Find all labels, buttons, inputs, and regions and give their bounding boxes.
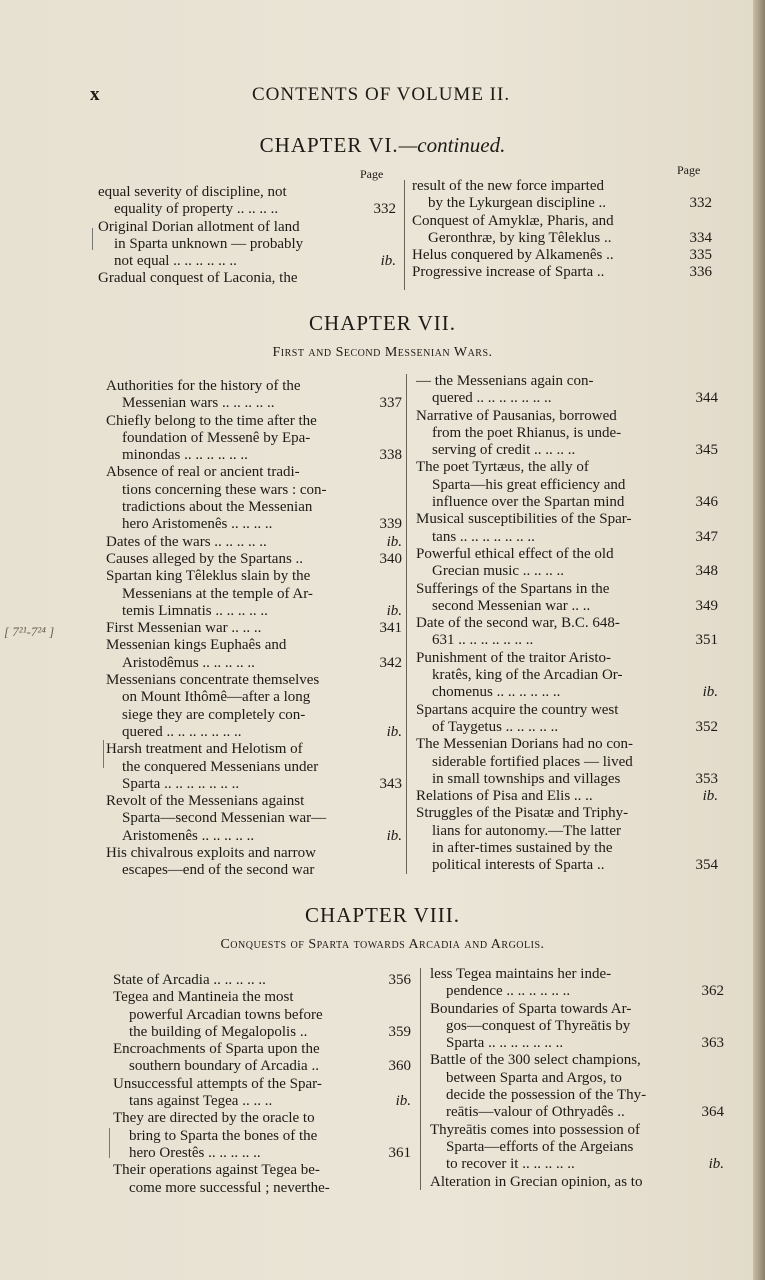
toc-entry-line: powerful Arcadian towns before (129, 1006, 323, 1023)
pencil-mark (92, 228, 93, 250)
toc-entry (106, 845, 402, 880)
toc-page-number: 348 (695, 563, 718, 580)
toc-entry-line: Date of the second war, B.C. 648- (416, 615, 620, 632)
column-divider (406, 374, 407, 874)
toc-entry (430, 966, 724, 1001)
page-column-label: Page (360, 167, 384, 181)
toc-entry-line: Sufferings of the Spartans in the (416, 580, 610, 597)
toc-entry-line: equality of property .. .. .. .. (114, 201, 279, 218)
toc-entry-line: Conquest of Amyklæ, Pharis, and (412, 212, 614, 229)
toc-entry-line: second Messenian war .. .. (432, 597, 591, 614)
toc-entry (416, 650, 718, 702)
toc-entry-line: Dates of the wars .. .. .. .. .. (106, 533, 267, 550)
toc-entry (106, 534, 402, 551)
toc-page-number: 345 (695, 442, 718, 459)
toc-page-number: 356 (388, 972, 411, 988)
toc-entry (98, 270, 396, 287)
toc-page-number: ib. (395, 1093, 411, 1110)
toc-entry-line: come more successful ; neverthe- (129, 1179, 330, 1196)
handwritten-margin-note: [ 7²¹-7²⁴ ] (4, 624, 55, 639)
toc-entry-line: Powerful ethical effect of the old (416, 545, 614, 562)
toc-entry (416, 459, 718, 511)
toc-entry-line: political interests of Sparta .. (432, 857, 605, 874)
toc-page-number: 346 (695, 494, 718, 511)
toc-entry (416, 373, 718, 408)
toc-entry (412, 247, 712, 264)
toc-entry-line: Messenian wars .. .. .. .. .. (122, 395, 275, 412)
toc-entry-line: in after-times sustained by the (432, 840, 613, 857)
toc-entry-line: Relations of Pisa and Elis .. .. (416, 788, 593, 805)
toc-entry-line: quered .. .. .. .. .. .. .. (432, 390, 552, 407)
toc-entry-line: siege they are completely con- (122, 706, 306, 723)
column-divider (420, 968, 421, 1190)
toc-page-number: ib. (386, 827, 402, 844)
toc-page-number: 360 (388, 1058, 411, 1075)
toc-page-number: 353 (695, 770, 718, 787)
chapter-heading: CHAPTER VII. (309, 311, 456, 335)
toc-entry (416, 702, 718, 737)
running-head-title: CONTENTS OF VOLUME II. (252, 84, 511, 105)
toc-entry-line: siderable fortified places — lived (432, 753, 633, 770)
toc-entry-line: His chivalrous exploits and narrow (106, 845, 316, 862)
toc-entry-line: Geronthræ, by king Têleklus .. (428, 229, 612, 246)
toc-entry-line: southern boundary of Arcadia .. (129, 1058, 319, 1075)
toc-entry-line: hero Orestês .. .. .. .. .. (129, 1144, 261, 1161)
toc-entry-line: Gradual conquest of Laconia, the (98, 270, 298, 287)
toc-page-number: 359 (388, 1023, 411, 1040)
pencil-mark (103, 740, 104, 768)
toc-entry (113, 1041, 411, 1076)
toc-entry-line: foundation of Messenê by Epa- (122, 429, 311, 446)
toc-entry (416, 511, 718, 546)
toc-entry-line: Spartans acquire the country west (416, 701, 619, 718)
toc-entry-line: in Sparta unknown — probably (114, 235, 304, 252)
toc-entry-line: State of Arcadia .. .. .. .. .. (113, 972, 266, 988)
toc-entry (430, 1001, 724, 1053)
toc-page-number: 332 (373, 201, 396, 218)
toc-column-right (412, 178, 712, 282)
toc-entry-line: decide the possession of the Thy- (446, 1087, 647, 1104)
toc-entry-line: Tegea and Mantineia the most (113, 989, 294, 1006)
toc-entry-line: Messenian kings Euphaês and (106, 637, 287, 654)
toc-page-number: ib. (702, 788, 718, 805)
toc-entry-line: — the Messenians again con- (416, 373, 594, 389)
toc-entry-line: Musical susceptibilities of the Spar- (416, 511, 632, 528)
pencil-mark (109, 1128, 110, 1158)
toc-page-number: ib. (386, 723, 402, 740)
toc-page-number: ib. (708, 1156, 724, 1173)
toc-entry-line: Alteration in Grecian opinion, as to (430, 1173, 643, 1190)
toc-entry (106, 551, 402, 568)
toc-page-number: 334 (689, 229, 712, 246)
toc-entry-line: Chiefly belong to the time after the (106, 412, 317, 429)
toc-page-number: 341 (379, 620, 402, 637)
toc-entry-line: pendence .. .. .. .. .. .. (446, 983, 571, 1000)
toc-entry-line: Thyreātis comes into possession of (430, 1121, 640, 1138)
toc-entry-line: The Messenian Dorians had no con- (416, 736, 634, 753)
toc-entry-line: The poet Tyrtæus, the ally of (416, 459, 589, 476)
toc-entry (113, 1110, 411, 1162)
toc-entry-line: Sparta—second Messenian war— (122, 810, 327, 827)
toc-entry-line: Encroachments of Sparta upon the (113, 1041, 320, 1058)
toc-column-right (430, 966, 724, 1191)
toc-entry-line: minondas .. .. .. .. .. .. (122, 447, 248, 464)
toc-entry-line: Authorities for the history of the (106, 378, 301, 394)
toc-page-number: 337 (379, 395, 402, 412)
continued-label: —continued. (398, 133, 506, 157)
toc-entry (416, 546, 718, 581)
toc-entry (430, 1174, 724, 1191)
toc-entry-line: by the Lykurgean discipline .. (428, 195, 607, 212)
toc-page-number: ib. (702, 684, 718, 701)
toc-entry (412, 178, 712, 213)
chapter-subtitle: First and Second Messenian Wars. (272, 345, 493, 360)
toc-entry-line: the conquered Messenians under (122, 758, 319, 775)
toc-entry-line: less Tegea maintains her inde- (430, 966, 612, 982)
toc-entry (416, 736, 718, 788)
toc-entry-line: Sparta—efforts of the Argeians (446, 1138, 634, 1155)
toc-entry-line: reātis—valour of Othryadês .. (446, 1104, 625, 1121)
toc-entry (106, 413, 402, 465)
toc-entry-line: Narrative of Pausanias, borrowed (416, 407, 617, 424)
toc-page-number: 342 (379, 654, 402, 671)
toc-entry-line: tans .. .. .. .. .. .. .. (432, 528, 535, 545)
toc-entry-line: Sparta—his great efficiency and (432, 476, 626, 493)
toc-page-number: 336 (689, 264, 712, 281)
toc-entry-line: 631 .. .. .. .. .. .. .. (432, 632, 534, 649)
chapter-heading (0, 133, 765, 158)
toc-page-number: 343 (379, 775, 402, 792)
toc-entry-line: gos—conquest of Thyreātis by (446, 1017, 631, 1034)
toc-entry-line: on Mount Ithômê—after a long (122, 689, 311, 706)
toc-entry-line: Harsh treatment and Helotism of (106, 741, 303, 758)
toc-page-number: 339 (379, 516, 402, 533)
toc-entry-line: to recover it .. .. .. .. .. (446, 1156, 575, 1173)
toc-page-number: 361 (388, 1144, 411, 1161)
toc-entry-line: Unsuccessful attempts of the Spar- (113, 1075, 322, 1092)
toc-column-left (113, 972, 411, 1197)
toc-entry-line: kratês, king of the Arcadian Or- (432, 667, 623, 684)
toc-entry (106, 378, 402, 413)
toc-entry-line: Their operations against Tegea be- (113, 1162, 320, 1179)
toc-entry-line: result of the new force imparted (412, 178, 605, 194)
toc-entry-line: of Taygetus .. .. .. .. .. (432, 718, 559, 735)
toc-entry (416, 408, 718, 460)
toc-entry-line: Spartan king Têleklus slain by the (106, 568, 311, 585)
toc-entry (430, 1122, 724, 1174)
toc-entry-line: tions concerning these wars : con- (122, 481, 327, 498)
toc-entry-line: Absence of real or ancient tradi- (106, 464, 300, 481)
toc-entry-line: Boundaries of Sparta towards Ar- (430, 1000, 632, 1017)
page-edge (753, 0, 765, 1280)
toc-entry (113, 989, 411, 1041)
toc-entry (113, 1162, 411, 1197)
toc-entry (430, 1052, 724, 1121)
toc-entry-line: tans against Tegea .. .. .. (129, 1093, 273, 1110)
toc-page-number: ib. (380, 253, 396, 270)
toc-entry-line: Messenians concentrate themselves (106, 672, 320, 689)
toc-page-number: 347 (695, 528, 718, 545)
toc-entry (106, 793, 402, 845)
toc-page-number: 340 (379, 550, 402, 567)
toc-column-right (416, 373, 718, 875)
toc-entry-line: quered .. .. .. .. .. .. .. (122, 723, 242, 740)
toc-entry-line: Punishment of the traitor Aristo- (416, 649, 611, 666)
toc-entry-line: temis Limnatis .. .. .. .. .. (122, 602, 268, 619)
toc-column-left (106, 378, 402, 880)
toc-entry (113, 1076, 411, 1111)
toc-entry (106, 620, 402, 637)
toc-page-number: 362 (701, 983, 724, 1000)
toc-entry-line: Battle of the 300 select champions, (430, 1052, 641, 1069)
toc-entry (106, 464, 402, 533)
toc-entry-line: influence over the Spartan mind (432, 494, 625, 511)
toc-entry-line: Progressive increase of Sparta .. (412, 264, 605, 281)
toc-entry-line: First Messenian war .. .. .. (106, 620, 262, 637)
toc-entry-line: not equal .. .. .. .. .. .. (114, 253, 237, 270)
toc-page-number: 332 (689, 195, 712, 212)
toc-page-number: 335 (689, 247, 712, 264)
toc-page-number: 344 (695, 390, 718, 407)
toc-page-number: 363 (701, 1035, 724, 1052)
toc-entry-line: hero Aristomenês .. .. .. .. (122, 516, 273, 533)
toc-entry (98, 184, 396, 219)
toc-entry-line: between Sparta and Argos, to (446, 1069, 622, 1086)
toc-entry-line: Revolt of the Messenians against (106, 793, 305, 810)
toc-entry-line: escapes—end of the second war (122, 862, 315, 879)
toc-entry-line: Original Dorian allotment of land (98, 218, 300, 235)
running-head (0, 84, 765, 110)
chapter-number: CHAPTER VI. (259, 133, 399, 157)
toc-page-number: 351 (695, 632, 718, 649)
toc-entry-line: Grecian music .. .. .. .. (432, 563, 565, 580)
toc-entry (98, 219, 396, 271)
folio: x (90, 84, 100, 105)
toc-page-number: ib. (386, 602, 402, 619)
toc-entry-line: in small townships and villages (432, 770, 621, 787)
toc-entry-line: chomenus .. .. .. .. .. .. (432, 684, 561, 701)
toc-page-number: ib. (386, 533, 402, 550)
toc-page-number: 352 (695, 718, 718, 735)
page-column-label: Page (677, 163, 701, 177)
toc-page-number: 354 (695, 857, 718, 874)
toc-entry (412, 213, 712, 248)
toc-entry-line: They are directed by the oracle to (113, 1110, 315, 1127)
toc-page-number: 349 (695, 597, 718, 614)
toc-page-number: 364 (701, 1104, 724, 1121)
toc-entry-line: Aristomenês .. .. .. .. .. (122, 827, 255, 844)
toc-entry (416, 788, 718, 805)
toc-entry-line: from the poet Rhianus, is unde- (432, 424, 622, 441)
toc-entry (106, 568, 402, 620)
toc-entry-line: equal severity of discipline, not (98, 184, 287, 200)
toc-entry (416, 805, 718, 874)
toc-entry-line: the building of Megalopolis .. (129, 1023, 308, 1040)
toc-entry-line: Struggles of the Pisatæ and Triphy- (416, 805, 629, 822)
toc-entry (412, 264, 712, 281)
toc-entry-line: Sparta .. .. .. .. .. .. .. (122, 775, 240, 792)
toc-entry (416, 615, 718, 650)
column-divider (404, 180, 405, 290)
toc-entry (416, 581, 718, 616)
toc-entry-line: Messenians at the temple of Ar- (122, 585, 313, 602)
toc-entry-line: Sparta .. .. .. .. .. .. .. (446, 1035, 564, 1052)
toc-entry (106, 741, 402, 793)
toc-entry (106, 672, 402, 741)
toc-entry (106, 637, 402, 672)
toc-entry-line: serving of credit .. .. .. .. (432, 442, 576, 459)
chapter-subtitle: Conquests of Sparta towards Arcadia and Argolis. (220, 937, 545, 952)
toc-entry-line: bring to Sparta the bones of the (129, 1127, 318, 1144)
toc-entry-line: lians for autonomy.—The latter (432, 822, 621, 839)
toc-entry-line: tradictions about the Messenian (122, 499, 313, 516)
toc-entry-line: Aristodêmus .. .. .. .. .. (122, 654, 255, 671)
toc-entry (113, 972, 411, 989)
toc-entry-line: Causes alleged by the Spartans .. (106, 550, 304, 567)
chapter-heading: CHAPTER VIII. (305, 903, 460, 927)
toc-column-left (98, 184, 396, 288)
toc-entry-line: Helus conquered by Alkamenês .. (412, 247, 614, 264)
toc-page-number: 338 (379, 447, 402, 464)
